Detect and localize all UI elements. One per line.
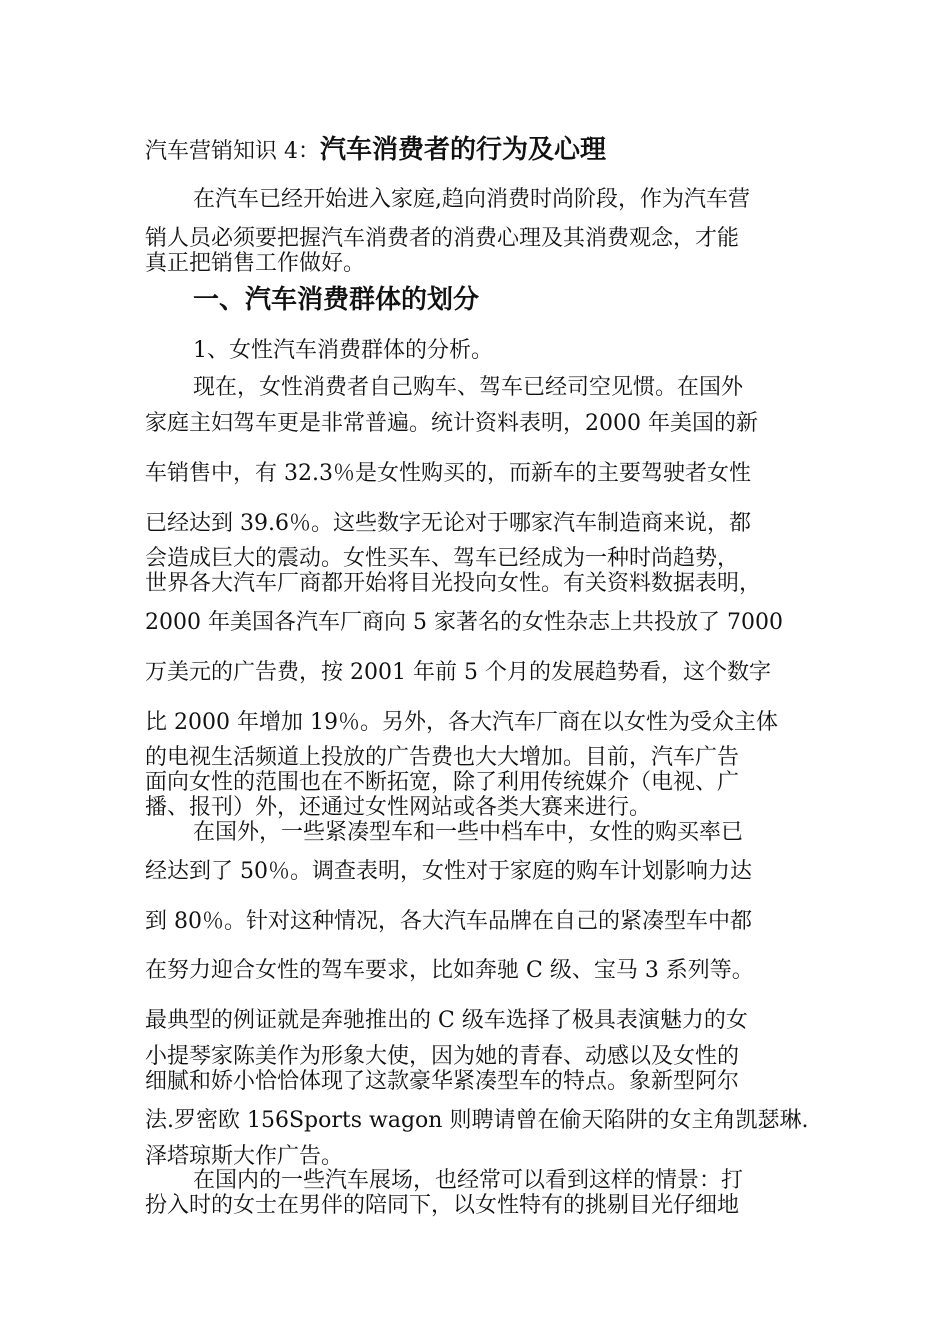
paragraph-line-21: 最典型的例证就是奔驰推出的 C 级车选择了极具表演魅力的女 [145, 1008, 748, 1033]
title-main: 汽车消费者的行为及心理 [320, 135, 607, 165]
paragraph-line-19: 到 80％。针对这种情况，各大汽车品牌在自己的紧凑型车中都 [145, 909, 752, 934]
paragraph-line-15: 面向女性的范围也在不断拓宽，除了利用传统媒介（电视、广 [145, 770, 740, 795]
section-heading: 一、汽车消费群体的划分 [193, 285, 480, 315]
paragraph-line-12: 万美元的广告费，按 2001 年前 5 个月的发展趋势看，这个数字 [145, 660, 771, 685]
paragraph-line-25: 泽塔琼斯大作广告。 [145, 1144, 344, 1169]
paragraph-line-5: 现在，女性消费者自己购车、驾车已经司空见惯。在国外 [193, 375, 744, 400]
paragraph-line-4: 1、女性汽车消费群体的分析。 [193, 338, 493, 363]
paragraph-line-2: 销人员必须要把握汽车消费者的消费心理及其消费观念，才能 [145, 226, 740, 251]
paragraph-line-14: 的电视生活频道上投放的广告费也大大增加。目前，汽车广告 [145, 745, 740, 770]
paragraph-line-22: 小提琴家陈美作为形象大使，因为她的青春、动感以及女性的 [145, 1044, 740, 1069]
document-title [145, 137, 815, 165]
paragraph-line-13: 比 2000 年增加 19％。另外，各大汽车厂商在以女性为受众主体 [145, 710, 778, 735]
paragraph-line-23: 细腻和娇小恰恰体现了这款豪华紧凑型车的特点。象新型阿尔 [145, 1069, 740, 1094]
paragraph-line-6: 家庭主妇驾车更是非常普遍。统计资料表明，2000 年美国的新 [145, 411, 758, 436]
paragraph-line-8: 已经达到 39.6％。这些数字无论对于哪家汽车制造商来说，都 [145, 511, 751, 536]
paragraph-line-26: 在国内的一些汽车展场，也经常可以看到这样的情景：打 [193, 1168, 744, 1193]
paragraph-line-17: 在国外，一些紧凑型车和一些中档车中，女性的购买率已 [193, 820, 744, 845]
paragraph-line-9: 会造成巨大的震动。女性买车、驾车已经成为一种时尚趋势， [145, 546, 740, 571]
paragraph-line-27: 扮入时的女士在男伴的陪同下，以女性特有的挑剔目光仔细地 [145, 1193, 740, 1218]
paragraph-line-10: 世界各大汽车厂商都开始将目光投向女性。有关资料数据表明， [145, 571, 762, 596]
paragraph-line-20: 在努力迎合女性的驾车要求，比如奔驰 C 级、宝马 3 系列等。 [145, 958, 754, 983]
paragraph-line-24: 法.罗密欧 156Sports wagon 则聘请曾在偷天陷阱的女主角凯瑟琳. [145, 1108, 809, 1133]
paragraph-line-3: 真正把销售工作做好。 [145, 251, 366, 276]
paragraph-line-18: 经达到了 50％。调查表明，女性对于家庭的购车计划影响力达 [145, 859, 752, 884]
title-prefix: 汽车营销知识 4： [145, 139, 320, 164]
paragraph-line-16: 播、报刊）外，还通过女性网站或各类大赛来进行。 [145, 795, 652, 820]
paragraph-line-7: 车销售中，有 32.3％是女性购买的，而新车的主要驾驶者女性 [145, 461, 751, 486]
paragraph-line-11: 2000 年美国各汽车厂商向 5 家著名的女性杂志上共投放了 7000 [145, 610, 783, 635]
paragraph-line-1: 在汽车已经开始进入家庭,趋向消费时尚阶段，作为汽车营 [193, 187, 750, 212]
